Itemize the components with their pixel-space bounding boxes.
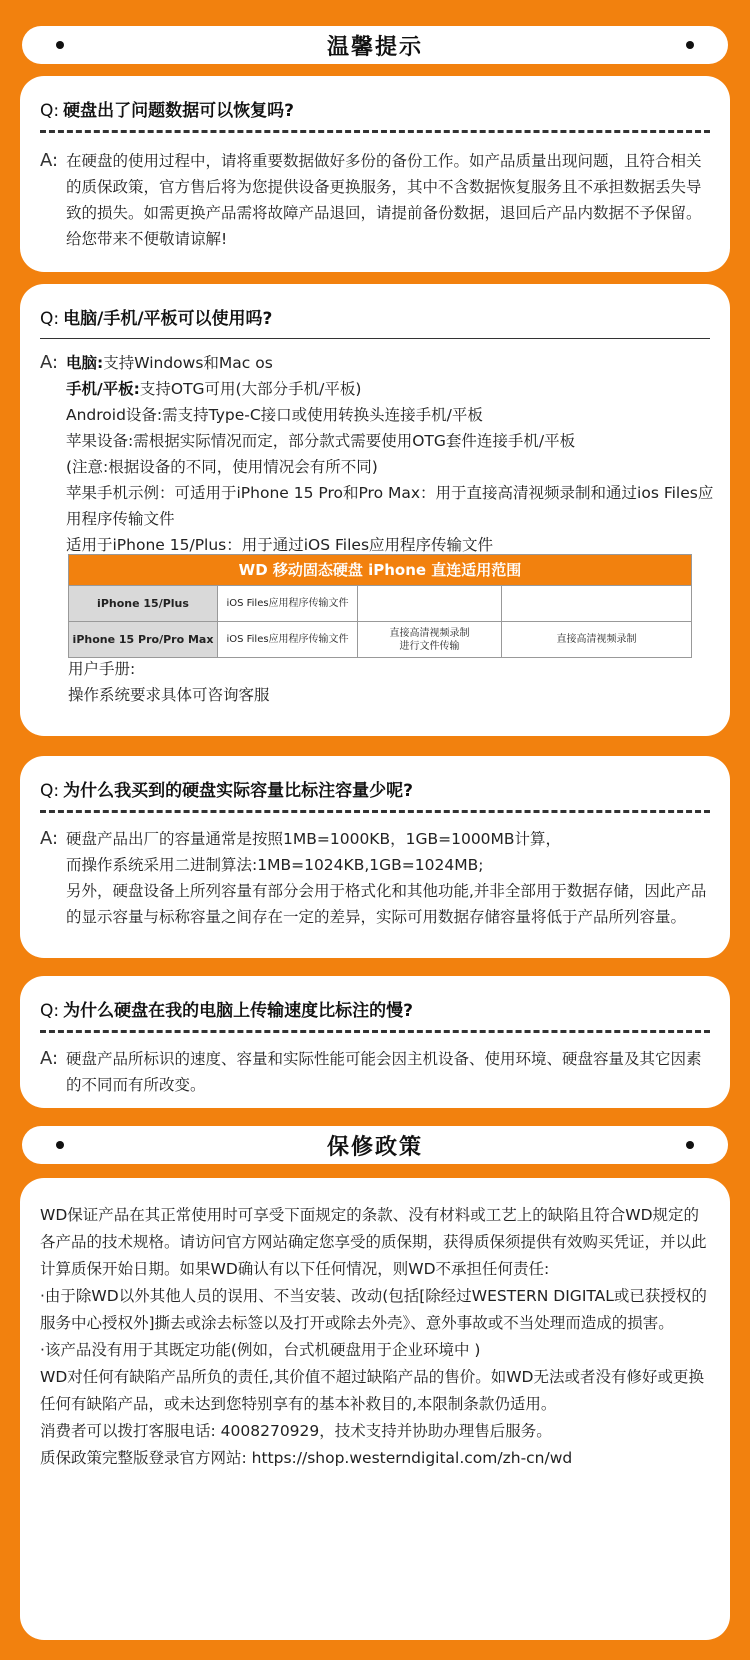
faq-question: Q: 电脑/手机/平板可以使用吗? [40, 309, 273, 329]
bullet-dot-icon [686, 41, 694, 49]
compat-line: 手机/平板:支持OTG可用(大部分手机/平板) [66, 380, 362, 398]
compat-line: 苹果设备:需根据实际情况而定，部分款式需要使用OTG套件连接手机/平板 [66, 432, 576, 450]
table-row: iPhone 15 Pro/Pro Max iOS Files应用程序传输文件 直接高清视频录制 进行文件传输 直接高清视频录制 [69, 621, 691, 657]
faq-question: Q: 为什么硬盘在我的电脑上传输速度比标注的慢? [40, 1001, 413, 1021]
compat-line: Android设备:需支持Type-C接口或使用转换头连接手机/平板 [66, 406, 483, 424]
compat-lines [66, 350, 714, 558]
compat-line: 适用于iPhone 15/Plus：用于通过iOS Files应用程序传输文件 [66, 536, 494, 554]
dashed-divider [40, 810, 710, 813]
faq-answer: A: 硬盘产品所标识的速度、容量和实际性能可能会因主机设备、使用环境、硬盘容量及其它因素的不同而有所改变。 [40, 1048, 702, 1094]
table-title: WD 移动固态硬盘 iPhone 直连适用范围 [69, 555, 691, 585]
tips-title: 温馨提示 [326, 34, 423, 60]
bullet-dot-icon [56, 1141, 64, 1149]
divider [40, 338, 710, 339]
faq-answer: A: 在硬盘的使用过程中，请将重要数据做好多份的备份工作。如产品质量出现问题，且符合相关的质保政策，官方售后将为您提供设备更换服务，其中不含数据恢复服务且不承担数据丢失导致的损失。如需更换产品需将故障产品退回，请提前备份数据，退回后产品内数据不予保留。给您带来不便敬请谅解! [40, 150, 702, 248]
warranty-text: WD保证产品在其正常使用时可享受下面规定的条款、没有材料或工艺上的缺陷且符合WD规定的各产品的技术规格。请访问官方网站确定您享受的质保期，获得质保须提供有效购买凭证，并以此计算质保开始日期。如果WD确认有以下任何情况，则WD不承担任何责任: ·由于除WD以外其他人员的误用、不当安装、改动(包括[除经过WESTERN DIGITAL或已获授权的服务中心授权外]撕去或涂去标签以及打开或除去外壳》、意外事故或不当处理而造成的损害。 ·该产品没有用于其既定功能(例如，台式机硬盘用于企业环境中 ) WD对任何有缺陷产品所负的责任,其价值不超过缺陷产品的售价。如WD无法或者没有修好或更换任何有缺陷产品，或未达到您特别享有的基本补救目的,本限制条款仍适用。 消费者可以拨打客服电话: 4008270929，技术支持并协助办理售后服务。 质保政策完整版登录官方网站: https://shop.westerndigital.com/zh-cn/wd [40, 1202, 714, 1472]
faq-card-capacity [20, 756, 730, 958]
warranty-policy-card [20, 1178, 730, 1640]
table-row: iPhone 15/Plus iOS Files应用程序传输文件 [69, 585, 691, 621]
dashed-divider [40, 130, 710, 133]
compat-line: 苹果手机示例：可适用于iPhone 15 Pro和Pro Max：用于直接高清视频录制和通过ios Files应用程序传输文件 [66, 484, 714, 528]
faq-question: Q: 为什么我买到的硬盘实际容量比标注容量少呢? [40, 781, 413, 801]
dashed-divider [40, 1030, 710, 1033]
faq-answer: A: 硬盘产品出厂的容量通常是按照1MB=1000KB，1GB=1000MB计算， 而操作系统采用二进制算法:1MB=1024KB,1GB=1024MB; 另外，硬盘设备上所列容量有部分会用于格式化和其他功能,并非全部用于数据存储，因此产品的显示容量与标称容量之间存在一定的差异，实际可用数据存储容量将低于产品所列容量。 [40, 828, 707, 926]
warranty-title: 保修政策 [326, 1134, 423, 1160]
faq-card-device-compat [20, 284, 730, 736]
bullet-dot-icon [686, 1141, 694, 1149]
tips-header [22, 26, 728, 64]
faq-card-data-recovery [20, 76, 730, 272]
compat-line: (注意:根据设备的不同，使用情况会有所不同) [66, 458, 378, 476]
warranty-header [22, 1126, 728, 1164]
faq-answer: A: 电脑:支持Windows和Mac os 手机/平板:支持OTG可用(大部分手机/平板) Android设备:需支持Type-C接口或使用转换头连接手机/平板 苹果设备:需根据实际情况而定，部分款式需要使用OTG套件连接手机/平板 (注意:根据设备的不同，使用情况会有所不同) 苹果手机示例：可适用于iPhone 15 Pro和Pro Max：用于直接高清视频录制和通过ios Files应用程序传输文件 适用于iPhone 15/Plus：用于通过iOS Files应用程序传输文件 [40, 350, 714, 558]
faq-card-speed [20, 976, 730, 1108]
warranty-website: 质保政策完整版登录官方网站: https://shop.westerndigital.com/zh-cn/wd [40, 1449, 573, 1467]
user-manual-note: 用户手册: 操作系统要求具体可咨询客服 [68, 660, 270, 704]
faq-question: Q: 硬盘出了问题数据可以恢复吗? [40, 101, 294, 121]
bullet-dot-icon [56, 41, 64, 49]
compat-line: 电脑:支持Windows和Mac os [66, 354, 273, 372]
iphone-compat-table [68, 554, 692, 658]
